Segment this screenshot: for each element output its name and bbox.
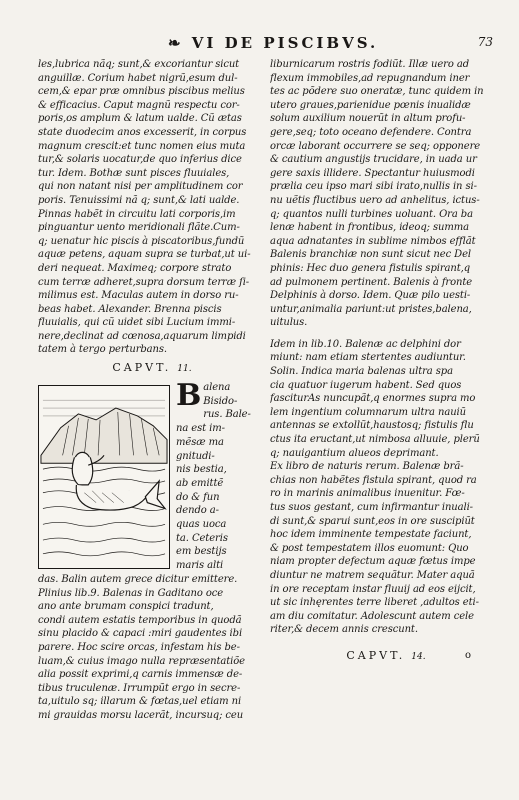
text-line: antennas se extollũt,haustosq; fistulis flu [270,420,474,432]
text-line: ad pulmonem pertinent. Balenis à fronte [270,276,473,288]
paragraph-gap [270,330,496,338]
text-line: nere,declinat ad cœnosa,aquarum limpidi [38,330,246,342]
chapter-heading [38,357,260,379]
chapter-label: CAPVT. [112,361,172,375]
text-line: anguillæ. Corium habet nigrũ,esum dul- [38,72,238,84]
text-line: diuntur ne matrem sequãtur. Mater aquã [270,569,475,581]
text-line: orcæ laborant occurrere se seq; opponere [270,140,481,152]
text-line: dendo a- [176,505,219,517]
text-line: & cautium angustijs trucidare, in uada ur [270,154,477,166]
text-line: tibus truculenæ. Irrumpũt ergo in secre- [38,682,241,694]
text-line: sinu placido & capaci :miri gaudentes ibi [38,628,243,640]
text-line: aquæ petens, aquam supra se turbat,ut ui- [38,249,251,261]
text-line: beas habet. Alexander. Brenna piscis [38,303,222,315]
chapter-number: 11. [177,364,192,375]
right-text-top [270,58,496,330]
text-line: maris alti [176,560,224,571]
text-line: & efficacius. Caput magnũ respectu cor- [38,99,240,111]
text-line: milimus est. Maculas autem in dorso ru- [38,290,239,302]
woodcut-drawing [39,386,169,568]
text-line: ab emittẽ [176,477,224,489]
text-line: gere,seq; toto oceano defendere. Contra [270,126,472,138]
text-line: mẽsæ ma [176,436,224,448]
text-line: liburnicarum rostris fodiũt. Illæ uero ad [270,59,470,70]
text-line: tes ac põdere suo oneratæ, tunc quidem in [270,86,484,98]
text-line: fluuialis, qui cũ uidet sibi Lucium immi- [38,317,236,329]
text-line: alena [203,382,231,394]
text-line: nu uẽtis fluctibus uero ad anhelitus, ictus- [270,194,480,206]
text-line: uitulus. [270,317,308,329]
text-line: di sunt,& sparui sunt,eos in ore suscipiũt [270,515,475,527]
text-line: Ex libro de naturis rerum. Balenæ brã- [270,461,464,473]
text-line: ro in marinis animalibus inuenitur. Fœ- [270,488,465,500]
text-line: solum auxilium nouerũt in altum profu- [270,113,466,125]
chapter-number: 14. [411,651,426,662]
text-line: q; uenatur hic piscis à piscatoribus,fundũ [38,235,245,247]
text-line: les,lubrica nãq; sunt,& excoriantur sicut [38,59,240,70]
left-text-top [38,58,260,357]
whale-section [38,378,260,573]
text-line: tus suos gestant, cum infirmantur inuali- [270,502,473,513]
text-line: tur,& solaris uocatur,de quo inferius dice [38,154,242,166]
text-line: cia quatuor iugerum habent. Sed quos [270,379,462,391]
left-column [38,58,260,723]
text-line: flexum immobiles,ad repugnandum iner [270,72,470,84]
text-line: prælia ceu ipso mari sibi irato,nullis in si- [270,181,477,193]
page-number: 73 [477,35,493,49]
text-line: qui non natant nisi per amplitudinem cor [38,181,243,193]
text-line: quas uoca [176,518,227,530]
text-line: q; quantos nulli turbines uoluant. Ora ba [270,208,473,220]
running-head: ❧ VI DE PISCIBVS. [168,34,379,52]
text-line: gere saxis illidere. Spectantur huiusmodi [270,167,475,179]
text-line: untur,animalia pariunt:ut pristes,balena, [270,303,472,315]
text-line: Pinnas habẽt in circuitu lati corporis,im [38,208,236,220]
chapter-label: CAPVT. [346,648,406,662]
chapter-heading [270,645,496,667]
text-line: tatem à tergo perturbans. [38,344,167,356]
right-column [270,58,496,667]
text-line: cum terræ adheret,supra dorsum terræ ſi- [38,276,250,288]
text-line: Delphinis à dorso. Idem. Quæ pilo uesti- [270,290,471,302]
text-line: q; nauigantium alueos deprimant. [270,447,439,459]
text-line: riter,& decem annis crescunt. [270,624,418,636]
text-line: miunt: nam etiam stertentes audiuntur. [270,352,466,364]
text-line: ut sic inhęrentes terre liberet ,adultos eti- [270,597,479,609]
text-line: ta. Ceteris [176,532,228,544]
text-line: Idem in lib.10. Balenæ ac delphini dor [270,338,461,350]
text-line: cem,& epar præ omnibus piscibus melius [38,86,245,98]
whale-woodcut-illustration [38,385,170,569]
text-line: das. Balin autem grece dicitur emittere. [38,574,238,586]
text-line: chias non habẽtes fistula spirant, quod ra [270,474,477,486]
text-line: aqua adnatantes in sublime nimbos efflãt [270,235,476,247]
text-line: magnum crescit:et tunc nomen eius muta [38,140,246,152]
text-line: utero graues,parienidue pœnis inualidæ [270,99,471,111]
text-line: poris. Tenuissimi nã q; sunt,& lati ualde. [38,194,240,206]
text-line: poris,os amplum & latum ualde. Cũ ætas [38,113,242,125]
text-line: am diu comitatur. Adolescunt autem cele [270,610,474,622]
text-line: gnitudi- [176,450,215,462]
text-line: Plinius lib.9. Balenas in Gaditano oce [38,587,224,599]
text-line: na est im- [176,423,225,435]
text-line: niam propter defectum aquæ fœtus impe [270,556,476,568]
text-line: & post tempestatem illos euomunt: Quo [270,542,469,554]
text-line: em bestijs [176,546,227,558]
text-line: state duodecim anos excesserit, in corpus [38,126,247,138]
text-line: tur. Idem. Bothæ sunt pisces fluuiales, [38,167,230,179]
whale-text-beside [176,378,260,573]
ornament-mark: o [464,649,474,661]
text-line: rus. Bale- [203,409,251,421]
text-line: luam,& cuius imago nulla repræsentatiõe [38,655,245,667]
right-text-mid [270,338,496,637]
text-line: Solin. Indica maria balenas ultra spa [270,366,453,378]
text-line: fasciturAs nuncupãt,q enormes supra mo [270,393,476,405]
dropcap-initial: B [176,378,202,414]
text-line: ctus ita eructant,ut nimbosa alluuie, plerũ [270,434,480,446]
text-line: hoc idem imminente tempestate faciunt, [270,529,472,541]
text-line: condi autem estatis temporibus in quodã [38,614,242,626]
text-line: Bisido- [203,395,238,407]
text-line: ta,uitulo sq; illarum & fœtas,uel etiam ni [38,696,242,708]
text-line: mi grauidas morsu lacerãt, incursuq; ceu [38,710,244,721]
text-line: nis bestia, [176,464,227,476]
text-line: in ore receptam instar fluuij ad eos eijcit, [270,583,476,595]
text-line: phinis: Hec duo genera fistulis spirant,q [270,262,471,274]
page-header [38,34,493,54]
text-line: do & fun [176,491,220,503]
text-line: parere. Hoc scire orcas, infestam his be- [38,642,240,654]
text-line: deri nequeat. Maximeq; corpore strato [38,262,232,274]
left-text-bottom [38,573,260,723]
text-line: pinguantur uento meridionali flãte.Cum- [38,222,240,234]
text-line: Balenis branchiæ non sunt sicut nec Del [270,249,472,261]
text-line: alia possit exprimi,q carnis immensæ de- [38,669,243,681]
text-line: lenæ habent in frontibus, ideoq; summa [270,222,469,234]
text-line: ano ante brumam conspici tradunt, [38,601,214,613]
text-line: lem ingentium columnarum ultra nauiũ [270,406,466,418]
